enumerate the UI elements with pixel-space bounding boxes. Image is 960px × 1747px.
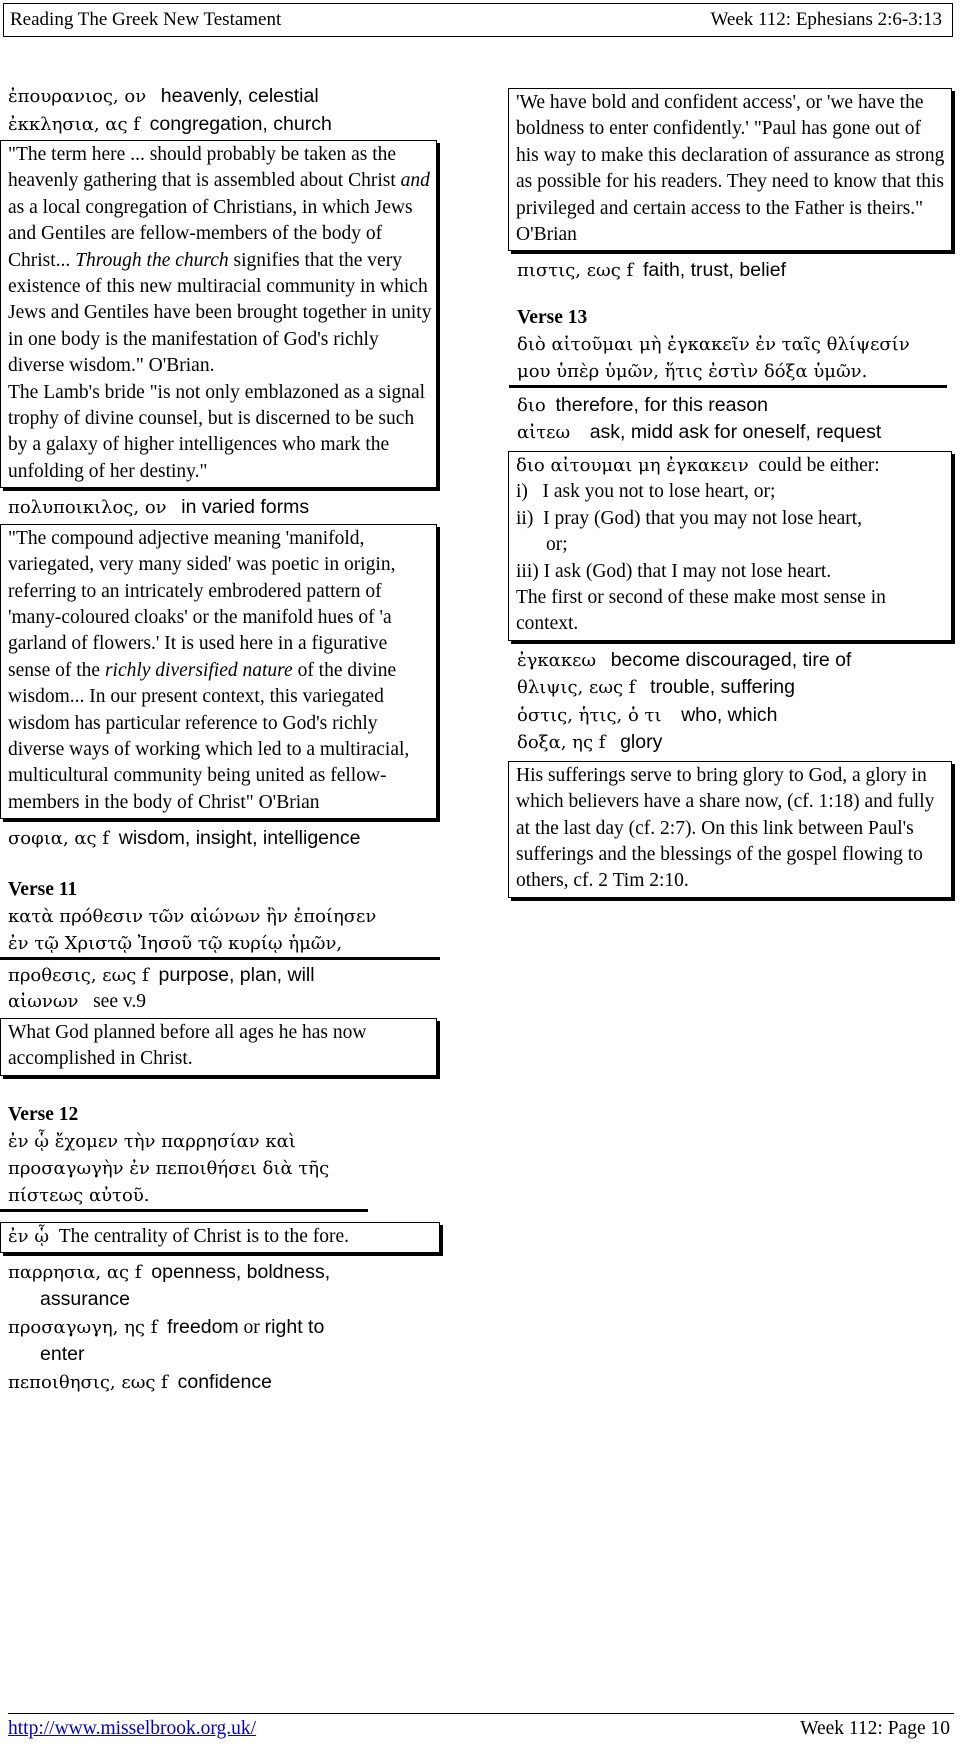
verse-heading: Verse 13: [517, 306, 588, 328]
greek-word: σοφια, ας f: [8, 828, 110, 850]
option-line: i) I ask you not to lose heart, or;: [516, 481, 776, 503]
greek-word: παρρησια, ας f: [8, 1261, 142, 1283]
left-column: [8, 83, 440, 1396]
vocab-entry-cont: [8, 1341, 440, 1369]
header-week: Week 112: Ephesians 2:6-3:13: [710, 9, 942, 30]
vocab-entry: [517, 257, 955, 285]
verse-line: πίστεως αὐτοῦ.: [8, 1184, 150, 1206]
verse-line: προσαγωγὴν ἐν πεποιθήσει διὰ τῆς: [8, 1157, 330, 1179]
vocab-entry: [517, 647, 955, 675]
verse-line: μου ὑπὲρ ὑμῶν, ἥτις ἐστὶν δόξα ὑμῶν.: [517, 360, 868, 382]
verse-line: ἐν τῷ Χριστῷ Ἰησοῦ τῷ κυρίῳ ἡμῶν,: [8, 932, 343, 954]
option-line: ii) I pray (God) that you may not lose heart,: [516, 507, 863, 529]
greek-word: διο: [517, 394, 546, 416]
greek-word: πιστις, εως f: [517, 260, 634, 282]
verse-line: διὸ αἰτοῦμαι μὴ ἐγκακεῖν ἐν ταῖς θλίψεσίν: [517, 333, 910, 355]
greek-word: ἐπουρανιος, ον: [8, 86, 147, 107]
verse-text: [509, 331, 947, 388]
commentary-text: could be either:: [758, 454, 880, 476]
footer-divider: [8, 1713, 954, 1714]
greek-phrase: διο αἰτουμαι μη ἐγκακειν: [516, 454, 749, 476]
verse-text: [0, 1128, 368, 1212]
definition: in varied forms: [181, 496, 310, 519]
verse-heading: Verse 12: [8, 1103, 79, 1125]
commentary-box: His sufferings serve to bring glory to God, a glory in which believers have a share now, (cf. 1:18) and fully at the last day (cf. 2:7). On this link between Paul's sufferings and the blessings of the gospel flowing to others, cf. 2 Tim 2:10.: [508, 761, 952, 898]
header-title: Reading The Greek New Testament: [10, 9, 282, 30]
definition: trouble, suffering: [650, 676, 795, 699]
vocab-entry: [8, 962, 440, 990]
greek-word: αἰτεω: [517, 422, 571, 444]
vocab-entry: [8, 825, 440, 853]
vocab-entry: [8, 83, 440, 111]
greek-word: ὁστις, ἡτις, ὁ τι: [517, 704, 662, 726]
commentary-box: [0, 140, 437, 488]
commentary-italic: Through the church: [75, 249, 229, 271]
greek-word: αἰωνων: [8, 991, 79, 1013]
greek-word: προσαγωγη, ης f: [8, 1316, 158, 1338]
greek-word: πεποιθησις, εως f: [8, 1371, 168, 1393]
definition: confidence: [177, 1370, 272, 1393]
verse-line: ἐν ᾧ ἔχομεν τὴν παρρησίαν καὶ: [8, 1130, 296, 1152]
commentary-box: [508, 451, 952, 641]
definition: who, which: [681, 703, 778, 726]
greek-word: ἐκκλησια, ας f: [8, 113, 140, 135]
definition: freedom: [167, 1315, 239, 1338]
commentary-text: The Lamb's bride "is not only emblazoned as a signal trophy of divine counsel, but is discerned to be such by a galaxy of higher intelligences who mark the unfolding of her destiny.": [8, 381, 426, 482]
commentary-box: What God planned before all ages he has now accomplished in Christ.: [0, 1018, 437, 1076]
greek-phrase: ἐν ᾧ: [8, 1225, 50, 1247]
commentary-italic: richly diversified nature: [104, 659, 293, 681]
verse-text: [0, 903, 440, 960]
definition-or: or: [243, 1316, 260, 1338]
commentary-text: The centrality of Christ is to the fore.: [58, 1225, 350, 1247]
definition: right to: [264, 1315, 325, 1338]
definition: therefore, for this reason: [555, 393, 768, 416]
vocab-entry: [8, 989, 440, 1016]
vocab-entry-cont: [8, 1286, 440, 1314]
definition: faith, trust, belief: [642, 259, 787, 282]
option-line: iii) I ask (God) that I may not lose heart.: [516, 560, 832, 582]
definition: assurance: [40, 1288, 130, 1311]
commentary-text: The first or second of these make most sense in context.: [516, 586, 886, 635]
vocab-entry: [517, 729, 955, 757]
commentary-box: 'We have bold and confident access', or 'we have the boldness to enter confidently.' "Paul has gone out of his way to make this declaration of assurance as strong as possible for his readers. They need to know that this privileged and certain access to the Father is theirs." O'Brian: [508, 88, 952, 251]
definition: glory: [620, 731, 663, 754]
definition: wisdom, insight, intelligence: [118, 827, 361, 850]
vocab-entry: [8, 111, 440, 139]
vocab-entry: [8, 494, 440, 522]
definition: become discouraged, tire of: [610, 648, 852, 671]
definition: openness, boldness,: [151, 1260, 331, 1283]
page-header: [3, 3, 953, 37]
commentary-text: "The compound adjective meaning 'manifold, variegated, very many sided' was poetic in origin, referring to an intricately embrodered pattern of 'many-coloured cloaks' or the manifold hues of 'a garland of flowers.' It is used here in a figurative sense of the: [8, 527, 396, 681]
vocab-entry: [517, 392, 955, 420]
verse-heading: Verse 11: [8, 878, 78, 900]
commentary-italic: and: [400, 170, 430, 192]
commentary-text: as a local congregation of Christians, in which Jews and Gentiles are fellow-members of the body of Christ...: [8, 196, 413, 271]
footer-page-number: Week 112: Page 10: [800, 1718, 950, 1739]
vocab-entry: [517, 702, 955, 730]
vocab-entry: [8, 1259, 440, 1287]
greek-word: προθεσις, εως f: [8, 964, 149, 986]
footer-link[interactable]: http://www.misselbrook.org.uk/: [8, 1718, 257, 1739]
commentary-text: of the divine wisdom... In our present context, this variegated wisdom has particular reference to God's richly diverse ways of working which led to a multiracial, multicultural community being united as fellow-members in the body of Christ" O'Brian: [8, 659, 410, 813]
greek-word: δοξα, ης f: [517, 732, 606, 754]
vocab-entry: [517, 419, 955, 447]
commentary-text: "The term here ... should probably be taken as the heavenly gathering that is assembled about Christ: [8, 144, 401, 192]
greek-word: ἐγκακεω: [517, 649, 597, 671]
definition: congregation, church: [149, 112, 332, 135]
vocab-entry: [517, 674, 955, 702]
vocab-entry: [8, 1369, 440, 1397]
verse-line: κατὰ πρόθεσιν τῶν αἰώνων ἣν ἐποίησεν: [8, 905, 377, 927]
commentary-box: [0, 524, 437, 819]
option-line: or;: [546, 534, 568, 556]
definition: enter: [40, 1343, 85, 1366]
vocab-entry: [8, 1314, 440, 1342]
definition: ask, midd ask for oneself, request: [589, 421, 882, 444]
definition: heavenly, celestial: [160, 85, 319, 107]
right-column: [517, 88, 955, 904]
greek-word: θλιψις, εως f: [517, 677, 636, 699]
commentary-box: [0, 1222, 440, 1253]
definition: see v.9: [93, 991, 146, 1013]
greek-word: πολυποικιλος, ον: [8, 497, 167, 519]
definition: purpose, plan, will: [158, 963, 315, 986]
commentary-text: signifies that the very existence of this new multiracial community in which Jews and Gentiles have been brought together in unity in one body is the manifestation of God's richly diverse wisdom." O'Brian.: [8, 249, 432, 377]
